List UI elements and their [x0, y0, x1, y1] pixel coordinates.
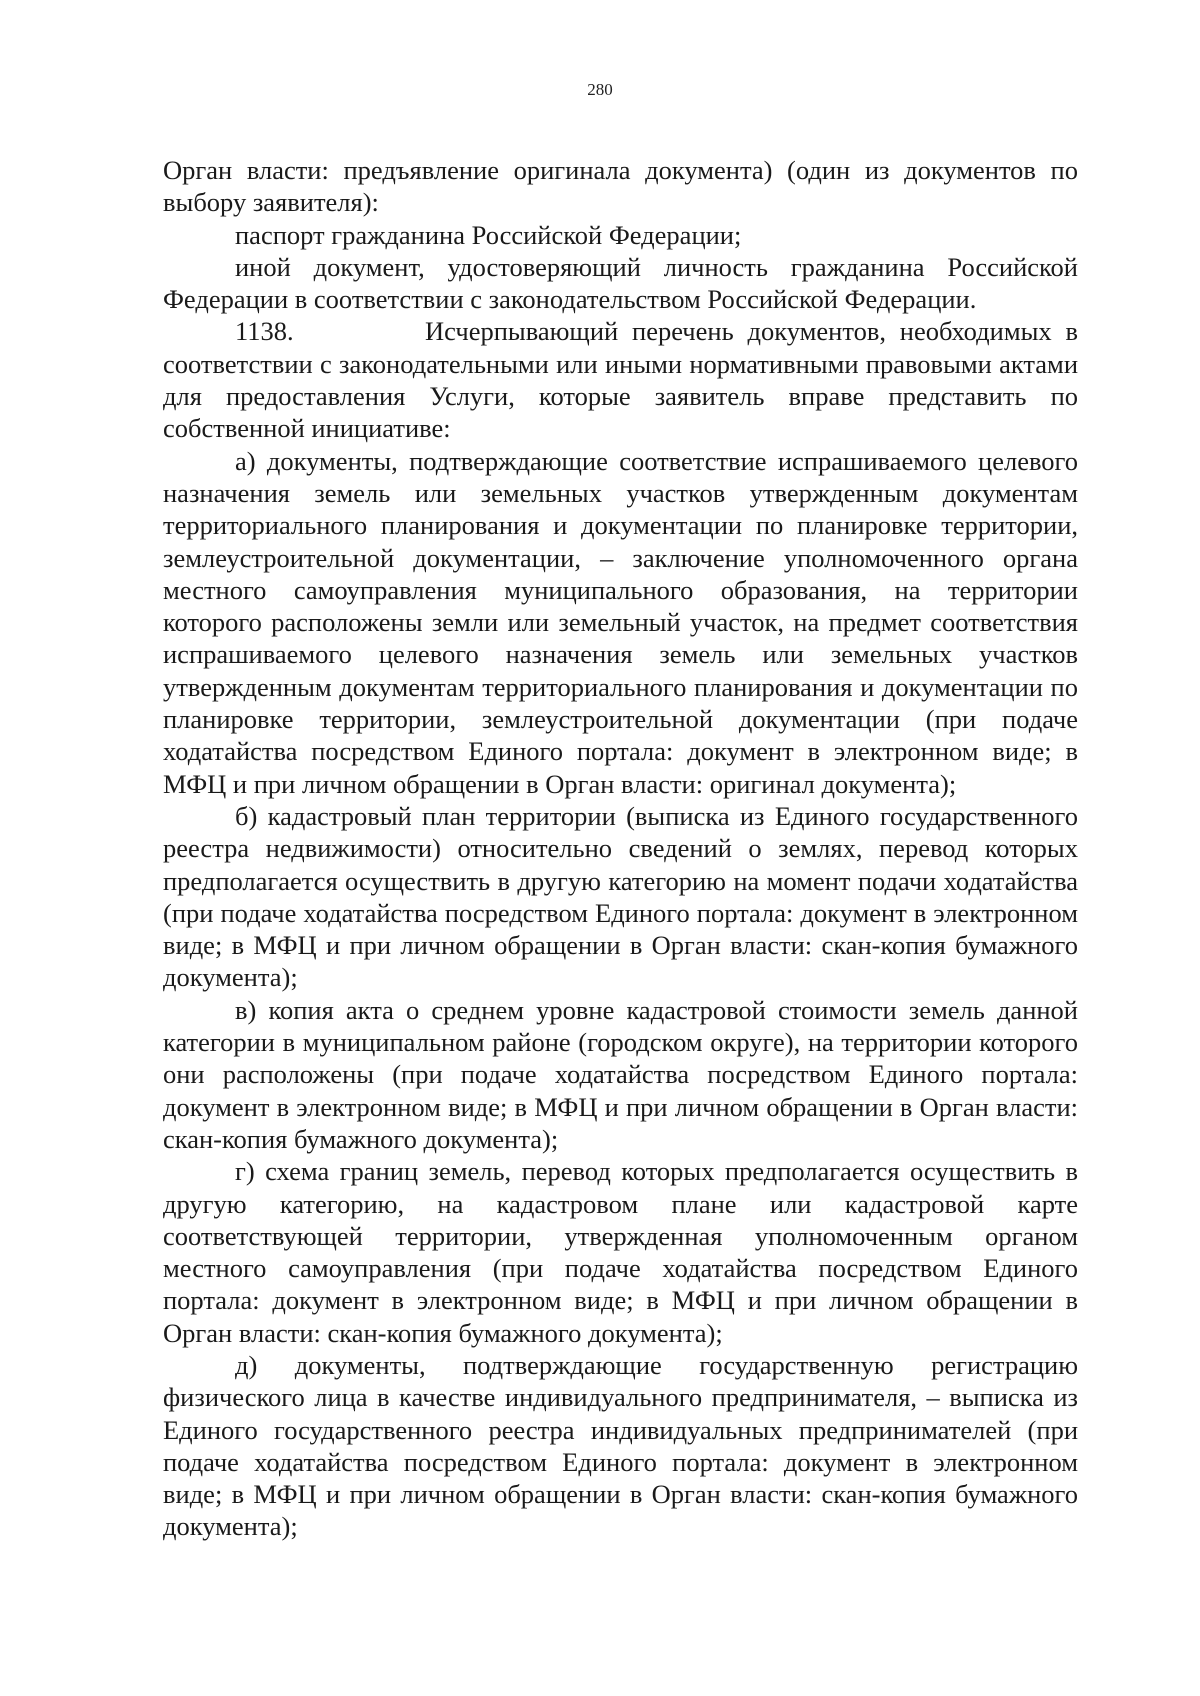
list-item-b: б) кадастровый план территории (выписка из Единого государственного реестра недвижимости) относительно сведений о землях, перевод которых предполагается осуществить в другую категорию на момент подачи ходатайства (при подаче ходатайства посредством Единого портала: документ в электронном виде; в МФЦ и при личном обращении в Орган власти: скан-копия бумажного документа); — [163, 800, 1078, 993]
list-item-v: в) копия акта о среднем уровне кадастровой стоимости земель данной категории в муниципальном районе (городском округе), на территории которого они расположены (при подаче ходатайства посредством Единого портала: документ в электронном виде; в МФЦ и при личном обращении в Орган власти: скан-копия бумажного документа); — [163, 994, 1078, 1154]
document-body — [163, 154, 1078, 1543]
list-item-a: а) документы, подтверждающие соответствие испрашиваемого целевого назначения земель или земельных участков утвержденным документам территориального планирования и документации по планировке территории, землеустроительной документации, – заключение уполномоченного органа местного самоуправления муниципального образования, на территории которого расположены земли или земельный участок, на предмет соответствия испрашиваемого целевого назначения земель или земельных участков утвержденным документам территориального планирования и документации по планировке территории, землеустроительной документации (при подаче ходатайства посредством Единого портала: документ в электронном виде; в МФЦ и при личном обращении в Орган власти: оригинал документа); — [163, 445, 1078, 799]
clause-text: Исчерпывающий перечень документов, необходимых в соответствии с законодательными или иными нормативными правовыми актами для предоставления Услуги, которые заявитель вправе представить по собственной инициативе: — [163, 316, 1078, 444]
page-number: 280 — [587, 80, 613, 99]
clause-number: 1138. — [235, 316, 294, 347]
paragraph-passport: паспорт гражданина Российской Федерации; — [235, 219, 742, 250]
paragraph-identity-document: иной документ, удостоверяющий личность гражданина Российской Федерации в соответствии с законодательством Российской Федерации. — [163, 251, 1078, 315]
list-item-d: д) документы, подтверждающие государственную регистрацию физического лица в качестве индивидуального предпринимателя, – выписка из Единого государственного реестра индивидуальных предпринимателей (при подаче ходатайства посредством Единого портала: документ в электронном виде; в МФЦ и при личном обращении в Орган власти: скан-копия бумажного документа); — [163, 1349, 1078, 1542]
paragraph-continuation: Орган власти: предъявление оригинала документа) (один из документов по выбору заявителя): — [163, 155, 1078, 218]
paragraph-clause-1138 — [163, 315, 1078, 444]
list-item-g: г) схема границ земель, перевод которых предполагается осуществить в другую категорию, на кадастровом плане или кадастровой карте соответствующей территории, утвержденная уполномоченным органом местного самоуправления (при подаче ходатайства посредством Единого портала: документ в электронном виде; в МФЦ и при личном обращении в Орган власти: скан-копия бумажного документа); — [163, 1156, 1078, 1348]
